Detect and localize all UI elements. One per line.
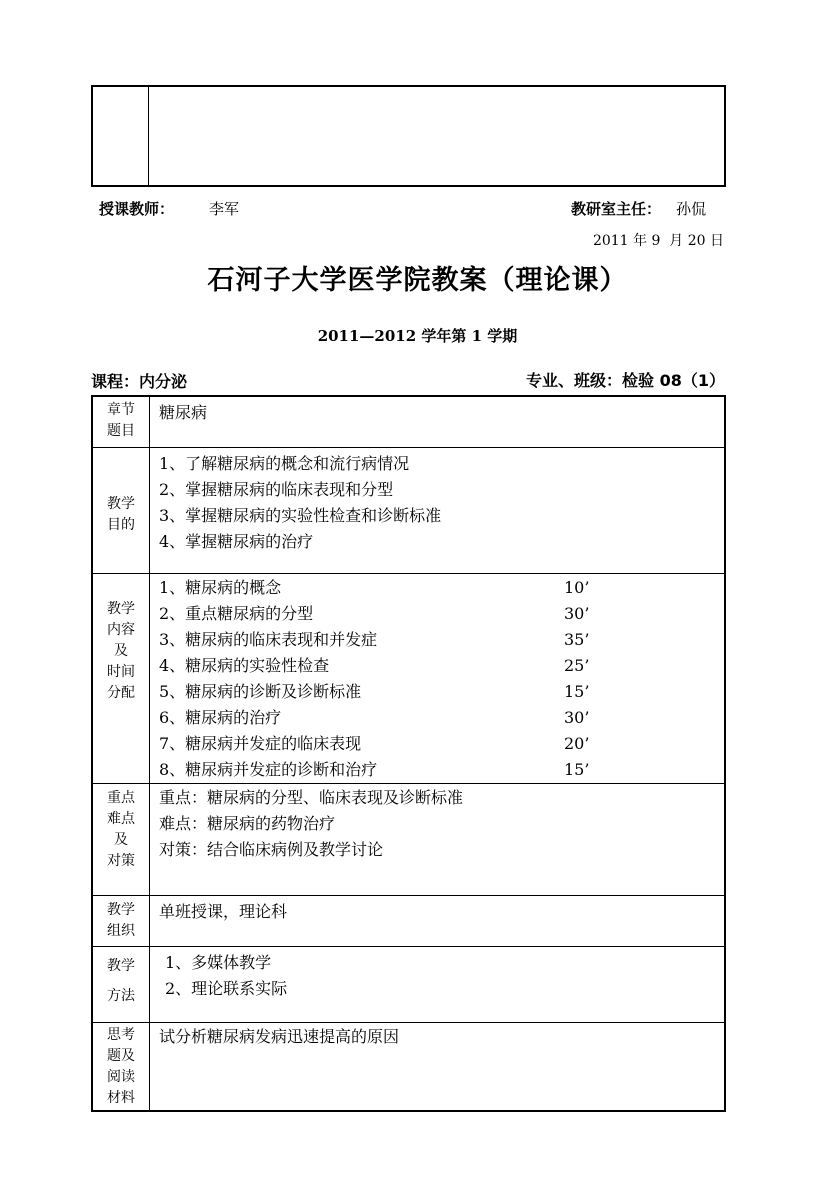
row-organization: [93, 895, 724, 947]
objective-item: 3、掌握糖尿病的实验性检查和诊断标准: [159, 506, 442, 525]
row-chapter-label: 章节 题目: [107, 402, 135, 439]
content-item: [159, 627, 714, 653]
teacher-name: 李军: [209, 200, 240, 218]
content-item-time: 20’: [564, 734, 590, 753]
row-thinking: [93, 1022, 724, 1113]
content-item-text: 2、重点糖尿病的分型: [159, 604, 314, 623]
row-thinking-content: 试分析糖尿病发病迅速提高的原因: [159, 1027, 400, 1046]
content-item-time: 30’: [564, 604, 590, 623]
row-objectives-label: 教学 目的: [107, 496, 135, 533]
course-name: 内分泌: [139, 372, 188, 391]
content-item-time: 15’: [564, 760, 590, 779]
content-item-text: 6、糖尿病的治疗: [159, 708, 282, 727]
method-item: 1、多媒体教学: [165, 953, 272, 972]
content-item: [159, 731, 714, 757]
row-chapter-content: 糖尿病: [159, 403, 208, 422]
content-item-text: 4、糖尿病的实验性检查: [159, 656, 330, 675]
content-item-text: 3、糖尿病的临床表现和并发症: [159, 630, 378, 649]
date: 2011 年 9 月 20 日: [592, 233, 724, 249]
table-divider: [148, 87, 149, 185]
content-item-time: 10’: [564, 578, 590, 597]
content-list: [159, 575, 714, 783]
row-methods-label-1: 教学: [107, 958, 135, 974]
objective-item: 1、了解糖尿病的概念和流行病情况: [159, 454, 410, 473]
keypoint-item: 对策：结合临床病例及教学讨论: [159, 840, 384, 859]
content-item-time: 15’: [564, 682, 590, 701]
content-item-time: 35’: [564, 630, 590, 649]
director-label: 教研室主任：: [571, 200, 662, 218]
content-item: [159, 757, 714, 783]
methods-list: [165, 950, 714, 1002]
term: 2011—2012 学年第 1 学期: [317, 327, 518, 345]
content-item-text: 7、糖尿病并发症的临床表现: [159, 734, 362, 753]
content-item: [159, 705, 714, 731]
content-item: [159, 601, 714, 627]
row-keypoints-label: 重点 难点 及 对策: [107, 790, 135, 869]
teacher-label: 授课教师：: [99, 200, 175, 218]
objectives-list: [159, 451, 714, 555]
row-objectives: [93, 447, 724, 574]
keypoint-item: 重点：糖尿病的分型、临床表现及诊断标准: [159, 788, 464, 807]
lesson-plan-table: [91, 395, 726, 1112]
content-item: [159, 653, 714, 679]
row-methods-label-2: 方法: [107, 988, 135, 1004]
page-title: 石河子大学医学院教案（理论课）: [207, 265, 628, 296]
keypoints-list: [159, 785, 714, 863]
objective-item: 4、掌握糖尿病的治疗: [159, 532, 314, 551]
row-keypoints: [93, 783, 724, 896]
row-content: [93, 573, 724, 784]
course-line: [91, 369, 187, 392]
class-info: 专业、班级：检验 08（1）: [526, 371, 725, 390]
row-organization-content: 单班授课，理论科: [159, 902, 288, 921]
course-label: 课程：: [91, 372, 140, 391]
content-item: [159, 575, 714, 601]
previous-page-table: [91, 85, 726, 187]
content-item-time: 30’: [564, 708, 590, 727]
keypoint-item: 难点：糖尿病的药物治疗: [159, 814, 336, 833]
content-item-text: 5、糖尿病的诊断及诊断标准: [159, 682, 362, 701]
row-chapter: [93, 397, 724, 447]
row-methods: [93, 946, 724, 1023]
method-item: 2、理论联系实际: [165, 979, 288, 998]
content-item-text: 1、糖尿病的概念: [159, 578, 282, 597]
objective-item: 2、掌握糖尿病的临床表现和分型: [159, 480, 394, 499]
content-item: [159, 679, 714, 705]
director-name: 孙侃: [676, 200, 707, 218]
content-item-time: 25’: [564, 656, 590, 675]
content-item-text: 8、糖尿病并发症的诊断和治疗: [159, 760, 378, 779]
row-content-label: 教学 内容 及 时间 分配: [107, 601, 135, 701]
row-thinking-label: 思考 题及 阅读 材料: [107, 1027, 135, 1106]
row-organization-label: 教学 组织: [107, 902, 135, 939]
